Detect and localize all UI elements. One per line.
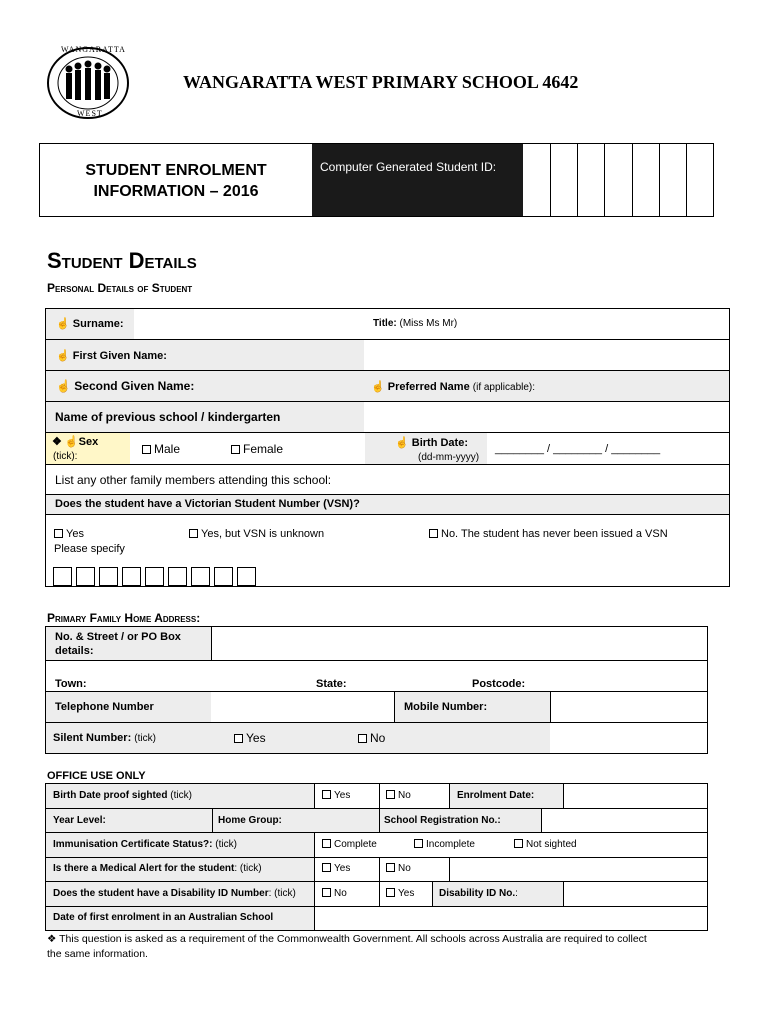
birth-proof-yes[interactable]: Yes <box>322 790 350 801</box>
previous-school-label: Name of previous school / kindergarten <box>55 410 281 424</box>
birth-date-field[interactable]: ________ / ________ / ________ <box>495 443 661 455</box>
family-members-label: List any other family members attending this school: <box>55 473 332 487</box>
vsn-input-boxes[interactable] <box>53 567 258 586</box>
school-name: WANGARATTA WEST PRIMARY SCHOOL 4642 <box>183 72 579 92</box>
first-name-label: ☝ First Given Name: <box>56 350 167 362</box>
mobile-label: Mobile Number: <box>404 701 488 713</box>
birth-proof-label: Birth Date proof sighted (tick) <box>53 790 192 801</box>
vsn-unknown-option[interactable]: Yes, but VSN is unknown <box>189 528 324 540</box>
immunisation-incomplete[interactable]: Incomplete <box>414 839 475 850</box>
medical-alert-no[interactable]: No <box>386 863 411 874</box>
footnote-line1: ❖ This question is asked as a requirement of the Commonwealth Government. All schools across Australia are required to collect <box>47 933 647 945</box>
birth-proof-no[interactable]: No <box>386 790 411 801</box>
mobile-field[interactable] <box>551 692 707 722</box>
preferred-name-label: ☝ Preferred Name (if applicable): <box>371 381 536 393</box>
section-subtitle: Personal Details of Student <box>47 281 193 295</box>
telephone-field[interactable] <box>212 692 394 722</box>
footnote-line2: the same information. <box>47 948 148 960</box>
birth-date-format: (dd-mm-yyyy) <box>418 452 480 463</box>
hand-icon: ☝ <box>56 318 70 330</box>
silent-no-option[interactable]: No <box>358 731 385 745</box>
surname-label: ☝ Surname: <box>56 318 124 330</box>
disability-no[interactable]: No <box>322 888 347 899</box>
telephone-label: Telephone Number <box>55 701 154 713</box>
vsn-yes-option[interactable]: Yes <box>54 528 84 540</box>
sex-tick-note: (tick): <box>53 451 78 462</box>
school-registration-label: School Registration No.: <box>384 815 501 826</box>
street-field[interactable] <box>212 627 707 660</box>
town-label: Town: <box>55 678 87 690</box>
hand-icon: ☝ <box>56 379 71 393</box>
office-use-title: OFFICE USE ONLY <box>47 770 146 782</box>
immunisation-complete[interactable]: Complete <box>322 839 377 850</box>
address-title: Primary Family Home Address: <box>47 611 201 625</box>
logo-top-text: WANGARATTA <box>61 45 126 54</box>
school-logo <box>45 45 131 121</box>
birth-date-label: ☝ Birth Date: <box>395 437 468 449</box>
first-enrolment-label: Date of first enrolment in an Australian School <box>53 912 274 923</box>
postcode-label: Postcode: <box>472 678 526 690</box>
vsn-question: Does the student have a Victorian Student Number (VSN)? <box>55 498 360 510</box>
enrolment-date-label: Enrolment Date: <box>457 790 535 801</box>
medical-alert-yes[interactable]: Yes <box>322 863 350 874</box>
second-name-label: ☝ Second Given Name: <box>56 379 195 393</box>
medical-alert-label: Is there a Medical Alert for the student: (tick) <box>53 863 262 874</box>
logo-bottom-text: WEST <box>77 109 103 118</box>
student-id-boxes[interactable] <box>523 144 713 216</box>
previous-school-field[interactable] <box>365 402 729 432</box>
section-title: Student Details <box>47 248 197 273</box>
immunisation-not-sighted[interactable]: Not sighted <box>514 839 577 850</box>
first-name-field[interactable] <box>365 340 729 370</box>
disability-yes[interactable]: Yes <box>386 888 414 899</box>
student-id-label: Computer Generated Student ID: <box>320 160 497 174</box>
home-group-label: Home Group: <box>218 815 282 826</box>
title-options: (Miss Ms Mr) <box>399 318 458 329</box>
disability-id-label: Disability ID No.: <box>439 888 518 899</box>
vsn-no-option[interactable]: No. The student has never been issued a VSN <box>429 528 668 540</box>
female-option[interactable]: Female <box>231 442 283 456</box>
immunisation-label: Immunisation Certificate Status?: (tick) <box>53 839 237 850</box>
street-label: No. & Street / or PO Box details: <box>55 631 181 657</box>
footnote <box>47 932 737 962</box>
male-option[interactable]: Male <box>142 442 180 456</box>
state-label: State: <box>316 678 347 690</box>
form-title-line1: STUDENT ENROLMENT <box>85 162 267 179</box>
vsn-specify-label: Please specify <box>54 543 125 555</box>
surname-field[interactable] <box>135 309 365 339</box>
form-title-line2: INFORMATION – 2016 <box>93 183 259 200</box>
hand-icon: ☝ <box>395 437 409 449</box>
silent-yes-option[interactable]: Yes <box>234 731 266 745</box>
hand-icon: ☝ <box>56 350 70 362</box>
title-cell <box>40 160 312 202</box>
year-level-label: Year Level: <box>53 815 106 826</box>
student-id-cell <box>312 144 523 216</box>
disability-label: Does the student have a Disability ID Number: (tick) <box>53 888 296 899</box>
hand-icon: ☝ <box>371 381 385 393</box>
title-label: Title: (Miss Ms Mr) <box>373 318 458 329</box>
silent-number-label: Silent Number: (tick) <box>53 732 156 744</box>
sex-label: ❖ ☝Sex <box>52 436 99 448</box>
